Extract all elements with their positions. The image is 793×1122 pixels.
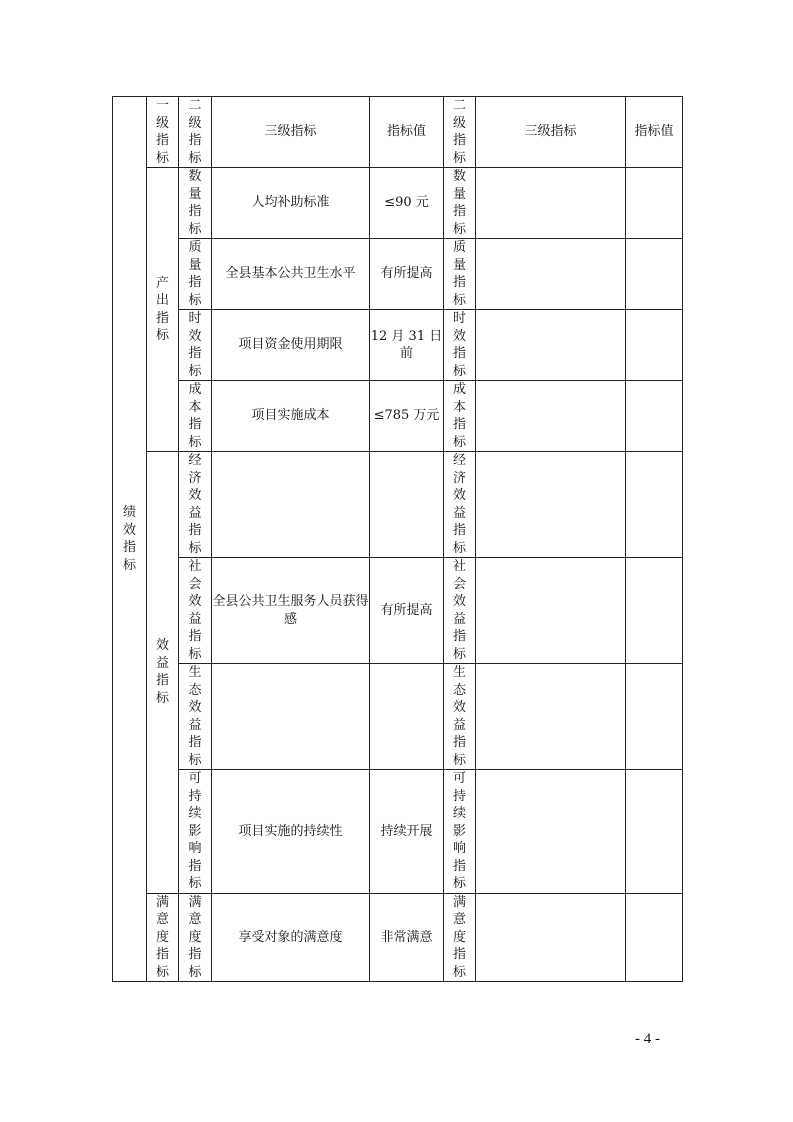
performance-indicator-table: [112, 96, 683, 982]
header-row: [113, 97, 683, 168]
header-level3-b: 三级指标: [476, 97, 626, 168]
group-output: 产出指标: [147, 168, 179, 452]
level1-cell-performance: 绩效指标: [113, 97, 147, 982]
level2-cell-b: 数量指标: [444, 168, 476, 239]
header-level3: 三级指标: [212, 97, 370, 168]
table-row: [113, 770, 683, 894]
value-cell: 12 月 31 日前: [370, 310, 444, 381]
level3-cell-b: [476, 452, 626, 558]
level3-cell-b: [476, 168, 626, 239]
value-cell: [370, 452, 444, 558]
level2-cell-b: 可持续影响指标: [444, 770, 476, 894]
table-row: [113, 664, 683, 770]
level3-cell: 项目实施的持续性: [212, 770, 370, 894]
level2-cell: 成本指标: [179, 381, 212, 452]
table-row: [113, 452, 683, 558]
level3-cell-b: [476, 558, 626, 664]
table-row: [113, 239, 683, 310]
group-benefit: 效益指标: [147, 452, 179, 894]
value-cell: 持续开展: [370, 770, 444, 894]
level2-cell: 社会效益指标: [179, 558, 212, 664]
level2-cell-b: 质量指标: [444, 239, 476, 310]
value-cell: 有所提高: [370, 558, 444, 664]
header-level1: 一级指标: [147, 97, 179, 168]
level3-cell-b: [476, 381, 626, 452]
level2-cell-b: 社会效益指标: [444, 558, 476, 664]
value-cell-b: [626, 770, 683, 894]
table-row: [113, 381, 683, 452]
value-cell: [370, 664, 444, 770]
level2-cell: 经济效益指标: [179, 452, 212, 558]
level3-cell-b: [476, 310, 626, 381]
level2-cell: 时效指标: [179, 310, 212, 381]
level2-cell-b: 时效指标: [444, 310, 476, 381]
table-row: [113, 310, 683, 381]
level3-cell-b: [476, 770, 626, 894]
level3-cell-b: [476, 893, 626, 982]
level2-cell-b: 成本指标: [444, 381, 476, 452]
level2-cell-b: 生态效益指标: [444, 664, 476, 770]
value-cell-b: [626, 381, 683, 452]
header-value-b: 指标值: [626, 97, 683, 168]
level2-cell-b: 经济效益指标: [444, 452, 476, 558]
page-number: - 4 -: [635, 1031, 660, 1047]
value-cell-b: [626, 664, 683, 770]
level3-cell: 享受对象的满意度: [212, 893, 370, 982]
level3-cell: [212, 664, 370, 770]
value-cell-b: [626, 893, 683, 982]
level3-cell: 项目实施成本: [212, 381, 370, 452]
header-level2-b: 二级指标: [444, 97, 476, 168]
level3-cell-b: [476, 239, 626, 310]
value-cell-b: [626, 310, 683, 381]
level2-cell: 可持续影响指标: [179, 770, 212, 894]
value-cell-b: [626, 452, 683, 558]
header-level2: 二级指标: [179, 97, 212, 168]
level3-cell: 项目资金使用期限: [212, 310, 370, 381]
level3-cell: 全县公共卫生服务人员获得感: [212, 558, 370, 664]
level2-cell: 数量指标: [179, 168, 212, 239]
table-row: [113, 168, 683, 239]
value-cell-b: [626, 558, 683, 664]
level3-cell: [212, 452, 370, 558]
table-row: [113, 558, 683, 664]
level3-cell: 全县基本公共卫生水平: [212, 239, 370, 310]
level2-cell: 质量指标: [179, 239, 212, 310]
value-cell: 非常满意: [370, 893, 444, 982]
value-cell-b: [626, 239, 683, 310]
value-cell-b: [626, 168, 683, 239]
level3-cell: 人均补助标准: [212, 168, 370, 239]
header-value: 指标值: [370, 97, 444, 168]
level2-cell: 满意度指标: [179, 893, 212, 982]
group-satisfaction: 满意度指标: [147, 893, 179, 982]
level2-cell-b: 满意度指标: [444, 893, 476, 982]
value-cell: ≤785 万元: [370, 381, 444, 452]
table-row: [113, 893, 683, 982]
level2-cell: 生态效益指标: [179, 664, 212, 770]
value-cell: ≤90 元: [370, 168, 444, 239]
level3-cell-b: [476, 664, 626, 770]
value-cell: 有所提高: [370, 239, 444, 310]
